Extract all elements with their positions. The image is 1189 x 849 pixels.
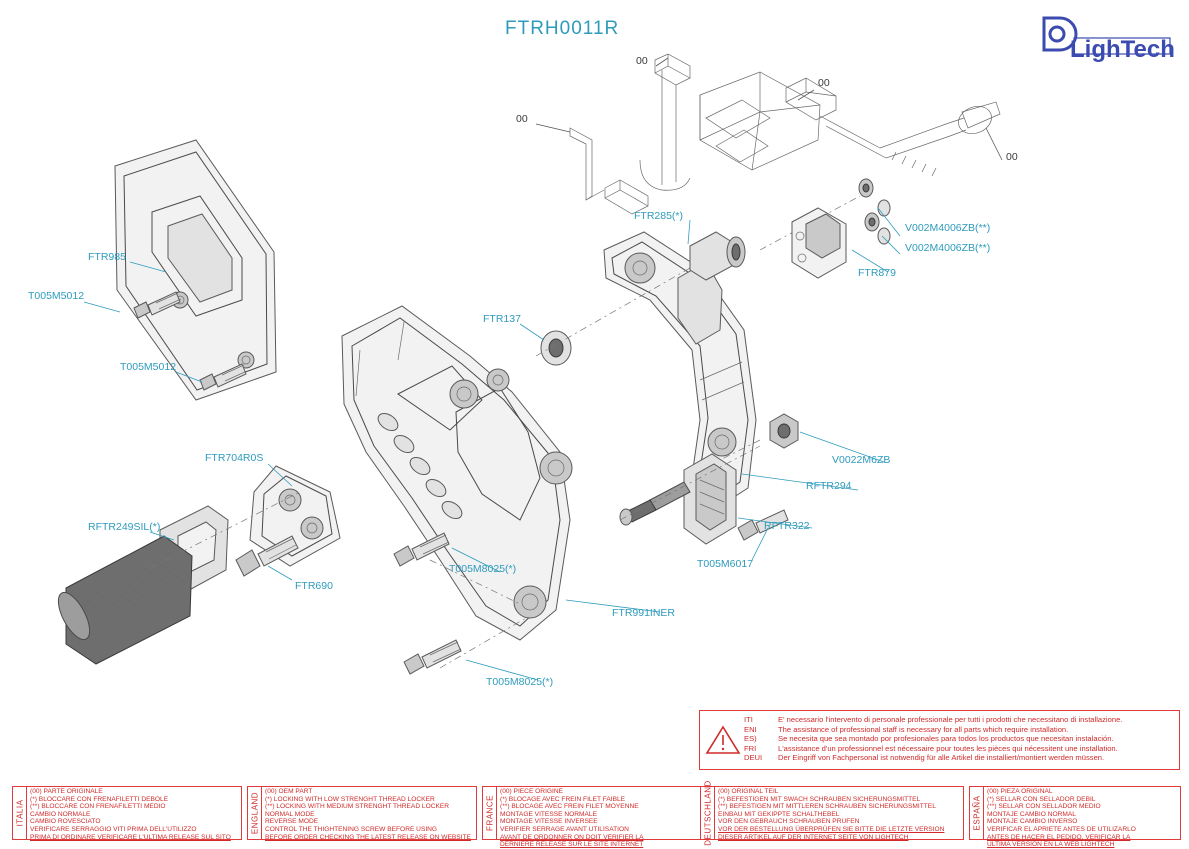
bolt-v002m4006zb-lower [865, 213, 879, 231]
legend-line: ANTES DE HACER EL PEDIDO, VERIFICAR LA [987, 833, 1131, 841]
callout-t005m8025-lower: T005M8025(*) [486, 676, 554, 688]
legend-line: VERIFIER SERRAGE AVANT UTILISATION [500, 825, 629, 833]
legend-line: (**) BEFESTIGEN MIT MITTLEREN SCHRAUBEN SICHERUNGSMITTEL [718, 803, 936, 811]
legend-line: (*) SELLAR CON SELLADOR DEBIL [987, 795, 1096, 803]
warning-triangle-icon [706, 725, 740, 755]
legend-line: MONTAJE CAMBIO INVERSO [987, 818, 1078, 826]
callout-rftr322: RFTR322 [764, 520, 810, 532]
callout-00-c: 00 [516, 113, 528, 125]
note-text: The assistance of professional staff is necessary for all parts which require installation. [778, 724, 1069, 734]
legend-side-label-france [483, 787, 497, 839]
callout-t005m6017: T005M6017 [697, 558, 754, 570]
note-lang-code: FRI [744, 743, 757, 753]
legend-line: VERIFICARE SERRAGGIO VITI PRIMA DELL'UTILIZZO [30, 825, 197, 833]
callout-00-d: 00 [1006, 151, 1018, 163]
legend-france [482, 786, 712, 849]
legend-body-france [497, 787, 711, 849]
legend-line: CONTROL THE THIGHTENING SCREW BEFORE USING [265, 825, 438, 833]
legend-line: DERNIERE RELEASE SUR LE SITE INTERNET [500, 841, 644, 849]
note-lang-code: ITI [744, 715, 753, 724]
footpeg-right [620, 454, 736, 544]
legend-line: (00) PARTE ORIGINALE [30, 788, 103, 795]
professional-install-note [699, 710, 1180, 770]
bolt-v002m4006zb-upper [859, 179, 873, 197]
note-row [744, 753, 1176, 763]
legend-line: VOR DEN GEBRAUCH SCHRAUBEN PRUFEN [718, 818, 860, 826]
note-row [744, 734, 1176, 744]
legend-body-england [262, 787, 476, 839]
legend-line: (**) BLOCAGE AVEC FREIN FILET MOYENNE [500, 803, 639, 811]
callout-00-b: 00 [818, 77, 830, 89]
callout-t005m5012-upper: T005M5012 [28, 290, 85, 302]
callout-ftr137: FTR137 [483, 313, 521, 325]
legend-italia [12, 786, 242, 840]
legend-language-name: ITALIA [15, 799, 24, 827]
master-cylinder-assembly [570, 54, 1000, 214]
note-text: L'assistance d'un professionnel est nécessaire pour toutes les pièces qui nécessitent une installation. [778, 743, 1118, 753]
callout-rftr294: RFTR294 [806, 480, 852, 492]
legend-side-label-espana [970, 787, 984, 839]
callout-00-a: 00 [636, 55, 648, 67]
legend-language-name: FRANCE [485, 795, 494, 831]
legend-line: (00) PIEZA ORIGINAL [987, 788, 1053, 795]
legend-line: MONTAJE CAMBIO NORMAL [987, 810, 1076, 818]
legend-line: ULTIMA VERSION EN LA WEB LIGHTECH [987, 841, 1115, 849]
note-text: Der Eingriff von Fachpersonal ist notwendig für alle Artikel die installiert/montiert werden müssen. [778, 753, 1105, 763]
legend-line: DIESER ARTIKEL AUF DER INTERNET SEITE VON LIGHTECH [718, 833, 909, 841]
callout-ftr285: FTR285(*) [634, 210, 684, 222]
legend-line: NORMAL MODE [265, 810, 315, 818]
legend-line: MONTAGE VITESSE INVERSEE [500, 818, 598, 826]
note-text: E' necessario l'intervento di personale professionale per tutti i prodotti che necessitano di installazione. [778, 715, 1123, 724]
legend-line: AVANT DE ORDONNER ON DOIT VERIFIER LA [500, 833, 644, 841]
legend-line: (**) BLOCCARE CON FRENAFILETTI MEDIO [30, 803, 166, 811]
legend-england [247, 786, 477, 840]
brand-name: LighTech [1070, 36, 1175, 63]
legend-line: MONTAGE VITESSE NORMALE [500, 810, 597, 818]
legend-side-label-deutschland [701, 780, 715, 846]
legend-line: VERIFICAR EL APRIETE ANTES DE UTILIZARLO [987, 825, 1136, 833]
legend-line: REVERSE MODE [265, 818, 319, 826]
legend-body-italia [27, 787, 241, 839]
note-lang-code: ES) [744, 734, 757, 744]
footpeg-left [52, 466, 340, 664]
callout-t005m8025-upper: T005M8025(*) [449, 563, 517, 575]
callout-ftr879: FTR879 [858, 267, 896, 279]
legend-line: EINBAU MIT GEKIPPTE SCHALTHEBEL [718, 810, 840, 818]
legend-line: (**) SELLAR CON SELLADOR MEDIO [987, 803, 1101, 811]
bolt-t005m8025-lower [404, 640, 461, 674]
legend-line: (*) BLOCCARE CON FRENAFILETTI DEBOLE [30, 795, 169, 803]
legend-line: (00) ORIGINAL TEIL [718, 788, 779, 795]
legend-language-name: DEUTSCHLAND [703, 780, 712, 846]
legend-side-label-italia [13, 787, 27, 839]
leader-lines-oem [536, 58, 1002, 160]
legend-line: (**) LOCKING WITH MEDIUM STRENGHT THREAD LOCKER [265, 803, 450, 811]
legend-line: BEFORE ORDER CHECKING THE LATEST RELEASE ON WEBSITE [265, 833, 471, 841]
nut-v0022m6zb [770, 414, 798, 448]
legend-line: VOR DER BESTELLUNG ÜBERPRÜFEN SIE BITTE DIE LETZTE VERSION [718, 825, 945, 833]
clamp-ftr879 [792, 208, 846, 278]
callout-v0022m6zb: V0022M6ZB [832, 454, 891, 466]
note-row [744, 725, 1176, 735]
legend-line: (00) PIECE ORIGINE [500, 788, 564, 795]
callout-ftr704r0s: FTR704R0S [205, 452, 264, 464]
callout-rftr249sil: RFTR249SIL(*) [88, 521, 161, 533]
note-row [744, 715, 1176, 725]
legend-language-name: ESPAÑA [972, 795, 981, 831]
legend-line: CAMBIO ROVESCIATO [30, 818, 101, 826]
washer-ftr137 [541, 331, 571, 365]
legend-line: (*) BLOCAGE AVEC FREIN FILET FAIBLE [500, 795, 626, 803]
legend-line: CAMBIO NORMALE [30, 810, 91, 818]
callout-v002m4006zb-a: V002M4006ZB(**) [905, 222, 991, 234]
note-lang-code: ENI [744, 724, 757, 734]
legend-language-name: ENGLAND [250, 791, 259, 835]
note-lang-code: DEUI [744, 753, 763, 763]
note-lines [744, 715, 1176, 763]
note-row [744, 744, 1176, 754]
brand-logo [1030, 14, 1176, 66]
legend-line: PRIMA DI ORDINARE VERIFICARE L'ULTIMA RELEASE SUL SITO [30, 833, 231, 841]
legend-deutschland [700, 780, 964, 846]
legend-line: (*) LOCKING WITH LOW STRENGHT THREAD LOCKER [265, 795, 435, 803]
spacer-ftr285 [690, 232, 745, 280]
legend-body-espana [984, 787, 1180, 849]
legend-line: (*) BEFESTIGEN MIT SWACH SCHRAUBEN SICHERUNGSMITTEL [718, 795, 921, 803]
legend-body-deutschland [715, 787, 963, 839]
callout-v002m4006zb-b: V002M4006ZB(**) [905, 242, 991, 254]
legend-espana [969, 786, 1181, 849]
legend-line: (00) OEM PART [265, 788, 313, 795]
legend-side-label-england [248, 787, 262, 839]
callout-ftr991iner: FTR991INER [612, 607, 676, 619]
callout-ftr985: FTR985 [88, 251, 126, 263]
note-text: Se necesita que sea montado por profesionales para todos los productos que necesitan instalación. [778, 734, 1114, 744]
page-title: FTRH0011R [505, 18, 620, 39]
callout-ftr690: FTR690 [295, 580, 333, 592]
callout-t005m5012-lower: T005M5012 [120, 361, 177, 373]
main-rearset-plate [342, 306, 572, 640]
